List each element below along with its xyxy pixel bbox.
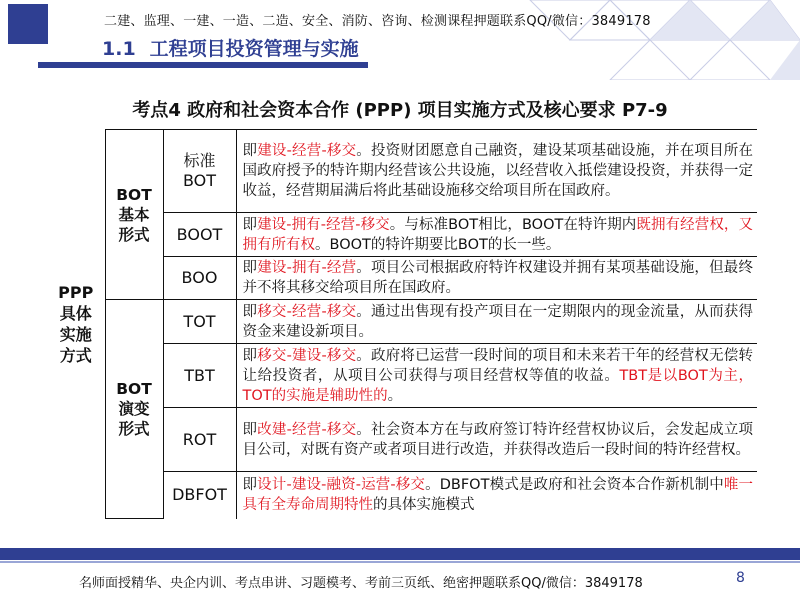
slide-title: 考点4 政府和社会资本合作 (PPP) 项目实施方式及核心要求 P7-9 bbox=[132, 100, 668, 121]
mode-standard-bot: 标准 BOT bbox=[163, 130, 236, 213]
mode-tbt: TBT bbox=[163, 344, 236, 408]
mode-rot: ROT bbox=[163, 408, 236, 472]
desc-dbfot: 即设计-建设-融资-运营-移交。DBFOT模式是政府和社会资本合作新机制中唯一具有全寿命周期特性的具体实施模式 bbox=[236, 472, 757, 519]
group-bot-basic: BOT 基本 形式 bbox=[105, 130, 163, 300]
ppp-implementation-table bbox=[47, 129, 757, 519]
section-number: 1.1 bbox=[102, 38, 136, 60]
logo-square bbox=[8, 4, 48, 44]
desc-tbt: 即移交-建设-移交。政府将已运营一段时间的项目和未来若干年的经营权无偿转让给投资者，从项目公司获得与项目经营权等值的收益。TBT是以BOT为主，TOT的实施是辅助性的。 bbox=[236, 344, 757, 408]
footer-bar bbox=[0, 548, 800, 560]
table-row bbox=[47, 130, 757, 213]
mode-dbfot: DBFOT bbox=[163, 472, 236, 519]
desc-boo: 即建设-拥有-经营。项目公司根据政府特许权建设并拥有某项基础设施，但最终并不将其移交给项目所在国政府。 bbox=[236, 257, 757, 300]
table-row bbox=[47, 300, 757, 344]
mode-boo: BOO bbox=[163, 257, 236, 300]
desc-boot: 即建设-拥有-经营-移交。与标准BOT相比，BOOT在特许期内既拥有经营权，又拥有所有权。BOOT的特许期要比BOT的长一些。 bbox=[236, 213, 757, 257]
footer-divider bbox=[0, 561, 800, 563]
header-underline-bar bbox=[38, 62, 368, 68]
group-bot-variant: BOT 演变 形式 bbox=[105, 300, 163, 519]
desc-tot: 即移交-经营-移交。通过出售现有投产项目在一定期限内的现金流量，从而获得资金来建设新项目。 bbox=[236, 300, 757, 344]
desc-standard-bot: 即建设-经营-移交。投资财团愿意自己融资，建设某项基础设施，并在项目所在国政府授予的特许期内经营该公共设施，以经营收入抵偿建设投资，并获得一定收益，经营期届满后将此基础设施移交给项目所在国政府。 bbox=[236, 130, 757, 213]
page-number: 8 bbox=[736, 570, 745, 586]
section-title bbox=[102, 34, 359, 61]
mode-boot: BOOT bbox=[163, 213, 236, 257]
ppp-mode-label: PPP 具体 实施 方式 bbox=[47, 130, 105, 519]
header-contact-line: 二建、监理、一建、一造、二造、安全、消防、咨询、检测课程押题联系QQ/微信：3849178 bbox=[104, 14, 651, 29]
section-title-text: 工程项目投资管理与实施 bbox=[149, 38, 359, 60]
mode-tot: TOT bbox=[163, 300, 236, 344]
footer-contact-line: 名师面授精华、央企内训、考点串讲、习题模考、考前三页纸、绝密押题联系QQ/微信：3849178 bbox=[79, 576, 643, 591]
desc-rot: 即改建-经营-移交。社会资本方在与政府签订特许经营权协议后，会发起成立项目公司，对既有资产或者项目进行改造，并获得改造后一段时间的特许经营权。 bbox=[236, 408, 757, 472]
